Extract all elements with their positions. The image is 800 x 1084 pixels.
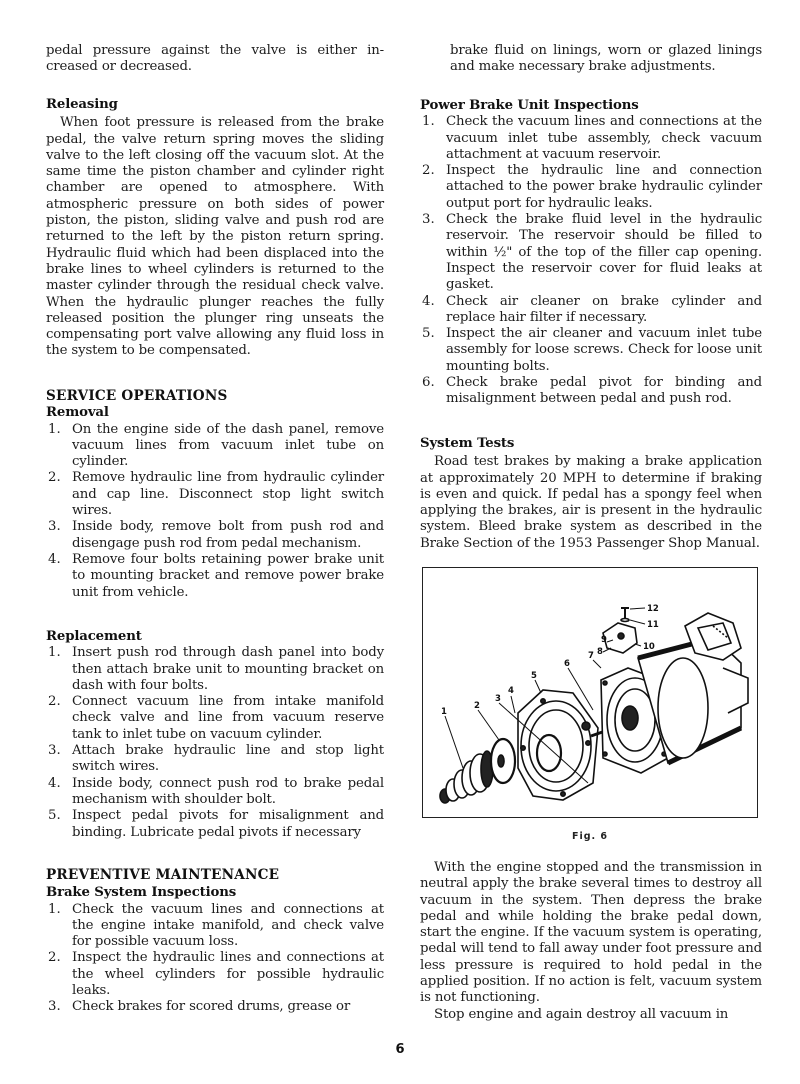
callout-4: 4 — [508, 686, 514, 696]
intro-continuation: pedal pressure against the valve is either in-creased or decreased. — [46, 43, 384, 75]
power-brake-exploded-view — [423, 568, 756, 816]
after-figure-paragraph-2: Stop engine and again destroy all vacuum in — [434, 1006, 729, 1022]
step-text: Inside body, remove bolt from push rod and disengage push rod from pedal mechanism. — [72, 519, 384, 551]
callout-2: 2 — [474, 701, 480, 711]
step-number: 4. — [48, 775, 61, 791]
removal-heading: Removal — [46, 405, 109, 421]
releasing-body: When foot pressure is released from the brake pedal, the valve return spring moves the sliding valve to the left closing off the vacuum slot. At the same time the piston chamber and cylinder right chamber are opened to atmosphere. With atmospheric pressure on both sides of power piston, the piston, sliding valve and push rod are returned to the left by the piston return spring. Hydraulic fluid which had been displaced into the brake lines to wheel cylinders is returned to the master cylinder through the residual check valve. When the hydraulic plunger reaches the fully released position the plunger ring unseats the compensating port valve allowing any fluid loss in the system to be compensated. — [46, 115, 384, 359]
step-text: Connect vacuum line from intake manifold check valve and line from vacuum reserve tank to inlet tube on vacuum cylinder. — [72, 694, 384, 742]
removal-step — [46, 470, 384, 519]
step-number: 4. — [48, 551, 61, 567]
system-tests-body: Road test brakes by making a brake application at approximately 20 MPH to determine if braking is even and quick. If pedal has a spongy feel when applying the brakes, air is present in the hydraulic system. Bleed brake system as described in the Brake Section of the 1953 Passenger Shop Manual. — [420, 454, 762, 551]
step-text: Insert push rod through dash panel into body then attach brake unit to mounting bracket on dash with four bolts. — [72, 645, 384, 693]
callout-3: 3 — [495, 694, 501, 704]
system-tests-heading: System Tests — [420, 436, 515, 451]
preventive-maintenance-heading: PREVENTIVE MAINTENANCE — [46, 867, 280, 883]
removal-step — [46, 519, 384, 552]
power-brake-step — [420, 212, 762, 293]
step-number: 4. — [422, 293, 435, 309]
power-brake-step — [420, 294, 762, 327]
step-number: 2. — [422, 163, 435, 179]
figure-6-illustration — [422, 567, 758, 818]
page-number: 6 — [395, 1042, 405, 1057]
step-number: 3. — [422, 212, 435, 228]
screw-part — [621, 608, 629, 622]
step-number: 5. — [48, 808, 61, 824]
replacement-steps — [46, 645, 384, 841]
end-plate-part — [518, 690, 598, 800]
step-number: 5. — [422, 326, 435, 342]
figure-caption: Fig. 6 — [571, 831, 609, 842]
replacement-step — [46, 645, 384, 694]
replacement-step — [46, 776, 384, 809]
removal-steps — [46, 422, 384, 601]
callout-7: 7 — [588, 651, 594, 661]
inspection-step — [46, 999, 384, 1015]
callout-8: 8 — [597, 647, 603, 657]
step-number: 3. — [48, 999, 61, 1015]
callout-1: 1 — [441, 707, 447, 717]
step-text: Check the brake fluid level in the hydraulic reservoir. The reservoir should be filled to within ½" of the top of the filler cap opening. Inspect the reservoir cover for fluid leaks at gasket. — [446, 212, 762, 293]
power-brake-step — [420, 326, 762, 375]
replacement-step — [46, 743, 384, 776]
replacement-section — [46, 629, 384, 841]
releasing-section — [46, 97, 384, 360]
removal-step — [46, 422, 384, 471]
step-number: 1. — [48, 645, 61, 661]
inspection-step — [46, 950, 384, 999]
service-operations-heading: SERVICE OPERATIONS — [46, 388, 228, 404]
power-brake-inspection-steps — [420, 114, 762, 407]
step-text: Remove four bolts retaining power brake unit to mounting bracket and remove power brake unit from vehicle. — [72, 551, 384, 600]
washer-part — [491, 739, 515, 783]
power-brake-step — [420, 163, 762, 212]
power-brake-step — [420, 375, 762, 408]
step-text: Check the vacuum lines and connections at the vacuum inlet tube assembly, check vacuum attachment at vacuum reservoir. — [446, 114, 762, 162]
system-tests-section — [420, 436, 762, 552]
clamp-part — [603, 623, 637, 653]
callout-12: 12 — [647, 604, 659, 614]
step-number: 3. — [48, 743, 61, 759]
step-text: Inspect pedal pivots for misalignment and binding. Lubricate pedal pivots if necessary — [72, 808, 384, 840]
brake-system-inspections-heading: Brake System Inspections — [46, 885, 237, 901]
step-text: Inspect the hydraulic lines and connections at the wheel cylinders for possible hydraulic leaks. — [72, 950, 384, 999]
step-text: Check brakes for scored drums, grease or — [72, 999, 351, 1015]
power-brake-unit-inspections-heading: Power Brake Unit Inspections — [420, 98, 639, 113]
after-figure-paragraph-1: With the engine stopped and the transmission in neutral apply the brake several times to destroy all vacuum in the system. Then depress the brake pedal and while holding the brake pedal down, start the engine. If the vacuum system is operating, pedal will tend to fall away under foot pressure and less pressure is required to hold pedal in the applied position. If no action is felt, vacuum system is not functioning. — [420, 860, 762, 1006]
boot-part — [440, 751, 493, 803]
step-text: Attach brake hydraulic line and stop light switch wires. — [72, 743, 384, 775]
step-text: Inspect the air cleaner and vacuum inlet tube assembly for loose screws. Check for loose unit mounting bolts. — [446, 326, 762, 374]
step-text: Inside body, connect push rod to brake pedal mechanism with shoulder bolt. — [72, 775, 384, 807]
step-text: Inspect the hydraulic line and connection attached to the power brake hydraulic cylinder output port for hydraulic leaks. — [446, 163, 762, 211]
step-text: On the engine side of the dash panel, remove vacuum lines from vacuum inlet tube on cylinder. — [72, 421, 384, 470]
step-text: Remove hydraulic line from hydraulic cylinder and cap line. Disconnect stop light switch wires. — [72, 470, 384, 519]
preventive-maintenance-section — [46, 867, 384, 1016]
step-number: 1. — [422, 114, 435, 130]
step-text: Check air cleaner on brake cylinder and replace hair filter if necessary. — [446, 293, 762, 325]
removal-step — [46, 552, 384, 601]
step-number: 6. — [422, 375, 435, 391]
callout-6: 6 — [564, 659, 570, 669]
callout-9: 9 — [601, 635, 607, 645]
releasing-heading: Releasing — [46, 97, 118, 112]
step-number: 1. — [48, 901, 61, 917]
callout-5: 5 — [531, 671, 537, 681]
after-figure-section — [420, 860, 762, 1023]
right-continuation: brake fluid on linings, worn or glazed linings and make necessary brake adjustments. — [450, 43, 762, 75]
service-operations-section — [46, 388, 384, 601]
step-number: 2. — [48, 694, 61, 710]
callout-11: 11 — [647, 620, 659, 630]
replacement-step — [46, 694, 384, 743]
inspection-step — [46, 902, 384, 951]
step-number: 3. — [48, 519, 61, 535]
step-text: Check the vacuum lines and connections at the engine intake manifold, and check valve for possible vacuum loss. — [72, 901, 384, 950]
power-brake-unit-inspections-section — [420, 98, 762, 408]
replacement-step — [46, 808, 384, 841]
step-number: 2. — [48, 470, 61, 486]
step-number: 1. — [48, 421, 61, 437]
callout-10: 10 — [643, 642, 655, 652]
replacement-heading: Replacement — [46, 629, 142, 644]
step-text: Check brake pedal pivot for binding and misalignment between pedal and push rod. — [446, 375, 762, 407]
power-brake-step — [420, 114, 762, 163]
step-number: 2. — [48, 950, 61, 966]
brake-system-inspection-steps — [46, 902, 384, 1016]
